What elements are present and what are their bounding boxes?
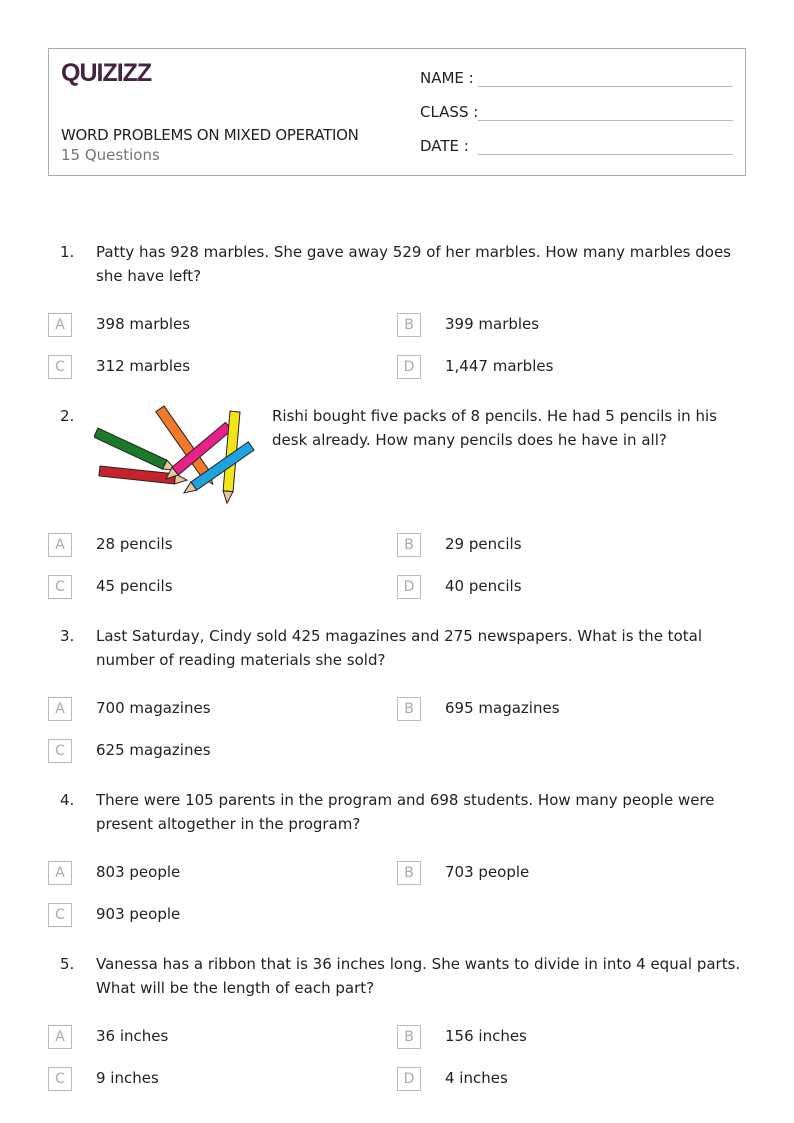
colored-pencils-image: [94, 400, 260, 510]
option-text: 703 people: [445, 863, 530, 881]
name-label: NAME :: [420, 69, 474, 87]
option-letter: C: [48, 903, 72, 927]
option-letter: A: [48, 697, 72, 721]
question-number: 1.: [60, 243, 75, 261]
question-text: Patty has 928 marbles. She gave away 529 of her marbles. How many marbles does she have left?: [96, 243, 731, 285]
option-text: 803 people: [96, 863, 181, 881]
question-text: Last Saturday, Cindy sold 425 magazines and 275 newspapers. What is the total number of reading materials she sold?: [96, 627, 702, 669]
option-letter: A: [48, 313, 72, 337]
option-text: 700 magazines: [96, 699, 211, 717]
date-line: [478, 154, 733, 155]
option-text: 36 inches: [96, 1027, 169, 1045]
option-letter: D: [397, 355, 421, 379]
option-letter: D: [397, 575, 421, 599]
question-text: Rishi bought five packs of 8 pencils. He had 5 pencils in his desk already. How many pencils does he have in all?: [272, 407, 717, 449]
date-label: DATE :: [420, 137, 469, 155]
option-letter: A: [48, 533, 72, 557]
question-number: 5.: [60, 955, 75, 973]
option-text: 399 marbles: [445, 315, 540, 333]
question-text: There were 105 parents in the program and 698 students. How many people were present altogether in the program?: [96, 791, 715, 833]
question-number: 2.: [60, 407, 75, 425]
option-letter: A: [48, 1025, 72, 1049]
option-letter: B: [397, 313, 421, 337]
option-text: 9 inches: [96, 1069, 159, 1087]
option-text: 156 inches: [445, 1027, 527, 1045]
option-text: 695 magazines: [445, 699, 560, 717]
name-field[interactable]: [420, 69, 474, 87]
question-text: Vanessa has a ribbon that is 36 inches long. She wants to divide in into 4 equal parts. What will be the length of each part?: [96, 955, 741, 997]
option-text: 398 marbles: [96, 315, 191, 333]
name-line: [478, 86, 733, 87]
option-letter: B: [397, 533, 421, 557]
option-letter: C: [48, 575, 72, 599]
option-letter: C: [48, 355, 72, 379]
option-letter: C: [48, 739, 72, 763]
option-letter: B: [397, 697, 421, 721]
option-text: 28 pencils: [96, 535, 173, 553]
date-field[interactable]: [420, 137, 469, 155]
worksheet-header: [48, 48, 746, 176]
question-count: 15 Questions: [61, 146, 160, 164]
option-text: 903 people: [96, 905, 181, 923]
option-letter: D: [397, 1067, 421, 1091]
option-text: 1,447 marbles: [445, 357, 554, 375]
class-label: CLASS :: [420, 103, 479, 121]
option-text: 45 pencils: [96, 577, 173, 595]
option-letter: B: [397, 1025, 421, 1049]
option-text: 4 inches: [445, 1069, 508, 1087]
option-letter: C: [48, 1067, 72, 1091]
option-text: 29 pencils: [445, 535, 522, 553]
class-line: [478, 120, 733, 121]
class-field[interactable]: [420, 103, 478, 121]
question-number: 4.: [60, 791, 75, 809]
option-text: 40 pencils: [445, 577, 522, 595]
option-letter: B: [397, 861, 421, 885]
quizizz-logo: QUIZIZZ: [61, 59, 152, 87]
option-text: 312 marbles: [96, 357, 191, 375]
option-letter: A: [48, 861, 72, 885]
option-text: 625 magazines: [96, 741, 211, 759]
question-number: 3.: [60, 627, 75, 645]
worksheet-title: WORD PROBLEMS ON MIXED OPERATION: [61, 126, 359, 144]
